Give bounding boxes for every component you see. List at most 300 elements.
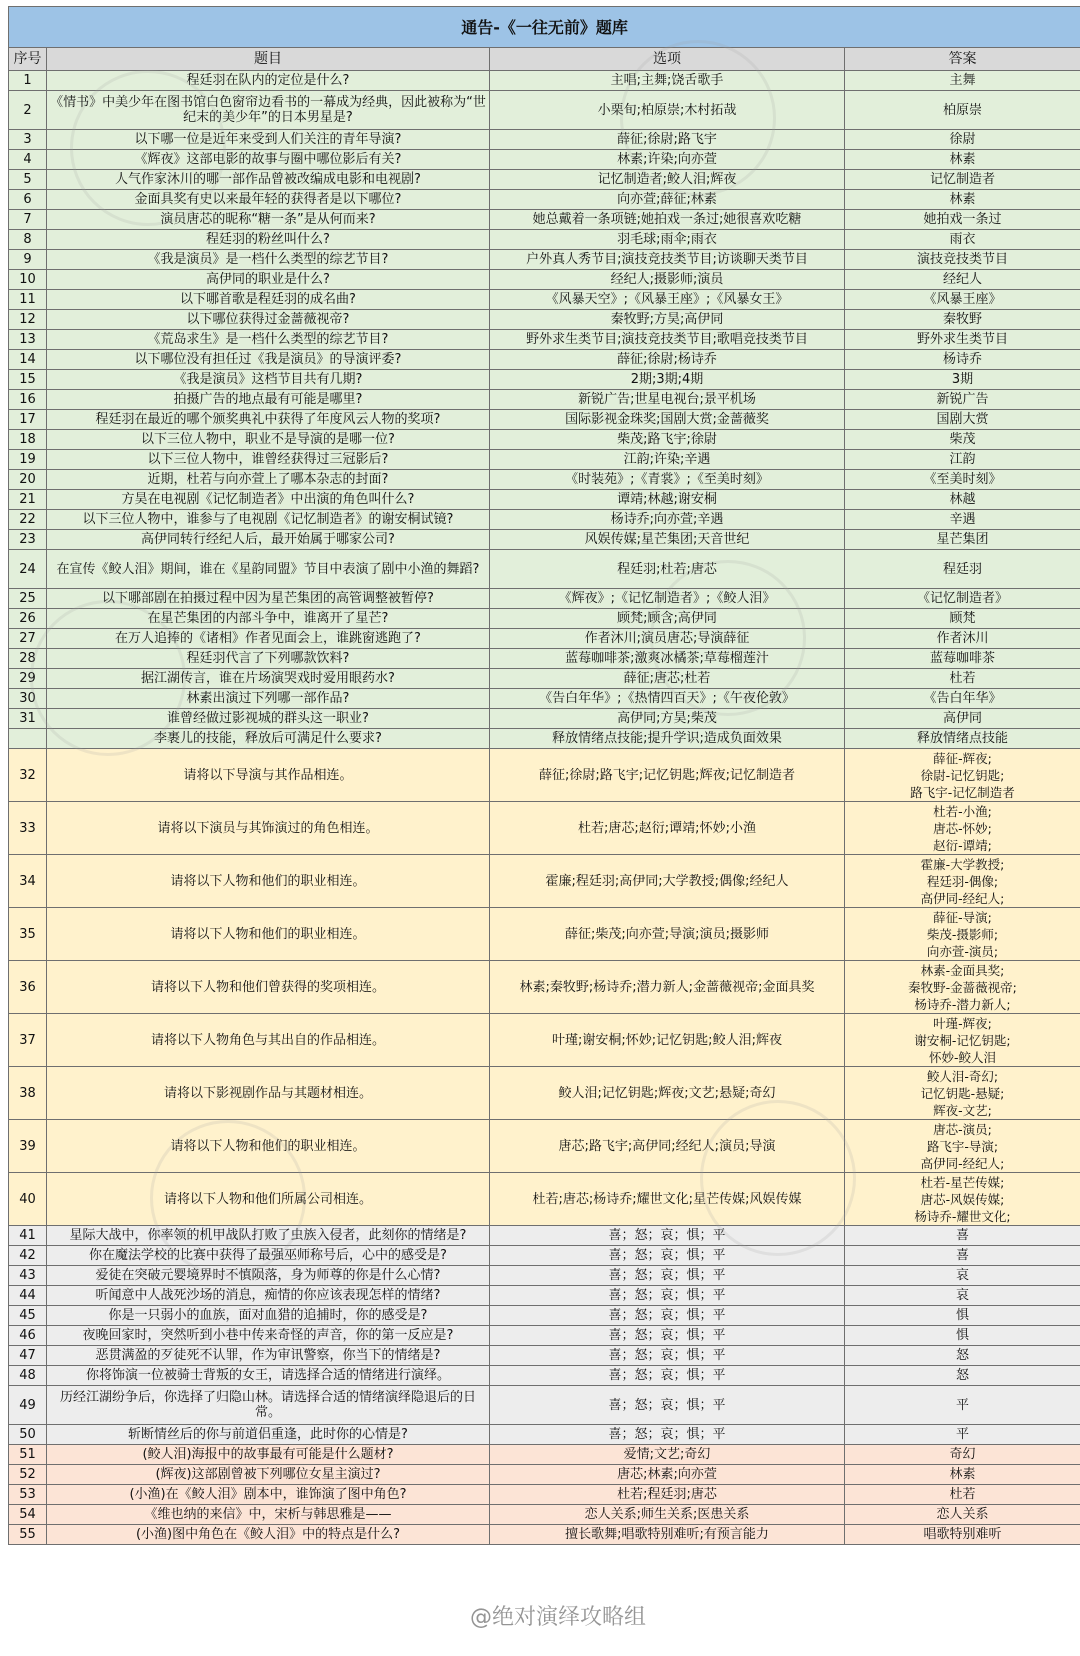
row-index: 41 (9, 1226, 47, 1246)
options-cell: 《辉夜》;《记忆制造者》;《鲛人泪》 (490, 589, 845, 609)
table-row (9, 729, 1080, 749)
row-index: 43 (9, 1266, 47, 1286)
table-row (9, 310, 1080, 330)
answer-cell: 主舞 (845, 71, 1080, 91)
answer-line: 徐尉-记忆钥匙; (920, 767, 1005, 783)
header-index: 序号 (9, 48, 47, 71)
answer-line: 霍廉-大学教授; (920, 856, 1005, 872)
answer-cell (845, 1067, 1080, 1120)
table-row (9, 669, 1080, 689)
answer-cell: 林素 (845, 150, 1080, 170)
question-cell: 金面具奖有史以来最年轻的获得者是以下哪位? (47, 190, 490, 210)
table-row (9, 450, 1080, 470)
row-index: 16 (9, 390, 47, 410)
options-cell: 记忆制造者;鲛人泪;辉夜 (490, 170, 845, 190)
answer-cell (845, 1173, 1080, 1226)
answer-cell: 新锐广告 (845, 390, 1080, 410)
answer-line: 高伊同-经纪人; (920, 1155, 1005, 1171)
answer-cell: 蓝莓咖啡茶 (845, 649, 1080, 669)
options-cell: 叶瑾;谢安桐;怀妙;记忆钥匙;鲛人泪;辉夜 (490, 1014, 845, 1067)
table-row (9, 689, 1080, 709)
row-index: 4 (9, 150, 47, 170)
question-cell: 历经江湖纷争后，你选择了归隐山林。请选择合适的情绪演绎隐退后的日常。 (47, 1386, 490, 1425)
row-index: 54 (9, 1505, 47, 1525)
options-cell: 程廷羽;杜若;唐芯 (490, 550, 845, 589)
question-cell: 《情书》中美少年在图书馆白色窗帘边看书的一幕成为经典，因此被称为“世纪末的美少年”的日本男星是? (47, 91, 490, 130)
table-row (9, 1226, 1080, 1246)
answer-cell: 惧 (845, 1326, 1080, 1346)
table-row (9, 1485, 1080, 1505)
answer-cell (845, 961, 1080, 1014)
table-row (9, 1067, 1080, 1120)
row-index: 19 (9, 450, 47, 470)
answer-cell: 作者沐川 (845, 629, 1080, 649)
table-row (9, 350, 1080, 370)
answer-cell: 《风暴王座》 (845, 290, 1080, 310)
row-index: 32 (9, 749, 47, 802)
row-index: 33 (9, 802, 47, 855)
table-row (9, 1306, 1080, 1326)
answer-line: 怀妙-鲛人泪 (929, 1049, 997, 1065)
question-cell: 近期，杜若与向亦萱上了哪本杂志的封面? (47, 470, 490, 490)
answer-line: 林素-金面具奖; (920, 962, 1005, 978)
question-cell: 程廷羽代言了下列哪款饮料? (47, 649, 490, 669)
answer-cell (845, 802, 1080, 855)
table-row (9, 250, 1080, 270)
table-row (9, 1266, 1080, 1286)
table-row (9, 550, 1080, 589)
row-index: 2 (9, 91, 47, 130)
options-cell: 喜；怒；哀；惧；平 (490, 1286, 845, 1306)
row-index: 20 (9, 470, 47, 490)
question-cell: 以下三位人物中，职业不是导演的是哪一位? (47, 430, 490, 450)
row-index: 25 (9, 589, 47, 609)
row-index: 51 (9, 1445, 47, 1465)
table-row (9, 908, 1080, 961)
question-cell: 星际大战中，你率领的机甲战队打败了虫族入侵者，此刻你的情绪是? (47, 1226, 490, 1246)
header-options: 选项 (490, 48, 845, 71)
answer-cell: 唱歌特别难听 (845, 1525, 1080, 1545)
options-cell: 擅长歌舞;唱歌特别难听;有预言能力 (490, 1525, 845, 1545)
options-cell: 经纪人;摄影师;演员 (490, 270, 845, 290)
table-row (9, 1246, 1080, 1266)
answer-cell: 雨衣 (845, 230, 1080, 250)
row-index: 35 (9, 908, 47, 961)
options-cell: 高伊同;方昊;柴茂 (490, 709, 845, 729)
answer-line: 杨诗乔-耀世文化; (914, 1208, 1011, 1224)
options-cell: 风娱传媒;星芒集团;天音世纪 (490, 530, 845, 550)
options-cell: 秦牧野;方昊;高伊同 (490, 310, 845, 330)
answer-line: 唐芯-怀妙; (933, 820, 992, 836)
sheet-title: 通告-《一往无前》题库 (9, 7, 1080, 48)
question-cell: (小渔)图中角色在《鲛人泪》中的特点是什么? (47, 1525, 490, 1545)
row-index: 1 (9, 71, 47, 91)
table-row (9, 1366, 1080, 1386)
question-cell: 爱徒在突破元婴境界时不慎陨落，身为师尊的你是什么心情? (47, 1266, 490, 1286)
table-row (9, 1326, 1080, 1346)
table-row (9, 510, 1080, 530)
row-index: 8 (9, 230, 47, 250)
question-cell: 《我是演员》是一档什么类型的综艺节目? (47, 250, 490, 270)
options-cell: 向亦萱;薛征;林素 (490, 190, 845, 210)
answer-cell: 杜若 (845, 1485, 1080, 1505)
answer-cell: 辛遇 (845, 510, 1080, 530)
options-cell: 2期;3期;4期 (490, 370, 845, 390)
row-index: 39 (9, 1120, 47, 1173)
row-index: 5 (9, 170, 47, 190)
row-index: 48 (9, 1366, 47, 1386)
question-cell: 以下哪位获得过金蔷薇视帝? (47, 310, 490, 330)
row-index: 22 (9, 510, 47, 530)
question-cell: 夜晚回家时，突然听到小巷中传来奇怪的声音，你的第一反应是? (47, 1326, 490, 1346)
table-body (9, 71, 1080, 1545)
answer-line: 高伊同-经纪人; (920, 890, 1005, 906)
question-cell: 《辉夜》这部电影的故事与圈中哪位影后有关? (47, 150, 490, 170)
table-row (9, 1505, 1080, 1525)
row-index: 7 (9, 210, 47, 230)
options-cell: 喜；怒；哀；惧；平 (490, 1306, 845, 1326)
answer-line: 唐芯-风娱传媒; (920, 1191, 1005, 1207)
header-question: 题目 (47, 48, 490, 71)
row-index: 17 (9, 410, 47, 430)
table-row (9, 1425, 1080, 1445)
table-row (9, 390, 1080, 410)
table-row (9, 470, 1080, 490)
answer-cell: 杜若 (845, 669, 1080, 689)
question-cell: 拍摄广告的地点最有可能是哪里? (47, 390, 490, 410)
question-cell: 在万人追捧的《诸相》作者见面会上，谁跳窗逃跑了? (47, 629, 490, 649)
answer-cell: 演技竞技类节目 (845, 250, 1080, 270)
answer-line: 路飞宇-记忆制造者 (910, 784, 1015, 800)
answer-cell: 记忆制造者 (845, 170, 1080, 190)
row-index: 28 (9, 649, 47, 669)
question-cell: 据江湖传言，谁在片场演哭戏时爱用眼药水? (47, 669, 490, 689)
question-cell: 程廷羽在最近的哪个颁奖典礼中获得了年度风云人物的奖项? (47, 410, 490, 430)
question-cell: 请将以下人物和他们的职业相连。 (47, 908, 490, 961)
answer-cell: 林素 (845, 1465, 1080, 1485)
answer-cell: 惧 (845, 1306, 1080, 1326)
options-cell: 鲛人泪;记忆钥匙;辉夜;文艺;悬疑;奇幻 (490, 1067, 845, 1120)
row-index: 21 (9, 490, 47, 510)
row-index: 11 (9, 290, 47, 310)
question-cell: 演员唐芯的昵称“糖一条”是从何而来? (47, 210, 490, 230)
options-cell: 释放情绪点技能;提升学识;造成负面效果 (490, 729, 845, 749)
answer-line: 柴茂-摄影师; (926, 926, 999, 942)
question-cell: 恶贯满盈的歹徒死不认罪，作为审讯警察，你当下的情绪是? (47, 1346, 490, 1366)
answer-cell: 她拍戏一条过 (845, 210, 1080, 230)
question-cell: (鲛人泪)海报中的故事最有可能是什么题材? (47, 1445, 490, 1465)
options-cell: 蓝莓咖啡茶;激爽冰橘茶;草莓榴莲汁 (490, 649, 845, 669)
row-index: 18 (9, 430, 47, 450)
table-row (9, 330, 1080, 350)
row-index: 50 (9, 1425, 47, 1445)
table-row (9, 270, 1080, 290)
question-cell: 以下三位人物中，谁曾经获得过三冠影后? (47, 450, 490, 470)
table-row (9, 1286, 1080, 1306)
question-cell: 请将以下人物和他们所属公司相连。 (47, 1173, 490, 1226)
row-index: 52 (9, 1465, 47, 1485)
question-cell: 李裹儿的技能，释放后可满足什么要求? (47, 729, 490, 749)
options-cell: 户外真人秀节目;演技竞技类节目;访谈聊天类节目 (490, 250, 845, 270)
table-row (9, 230, 1080, 250)
question-cell: 林素出演过下列哪一部作品? (47, 689, 490, 709)
row-index: 37 (9, 1014, 47, 1067)
answer-cell: 哀 (845, 1286, 1080, 1306)
answer-cell: 哀 (845, 1266, 1080, 1286)
row-index (9, 729, 47, 749)
table-row (9, 1525, 1080, 1545)
table-row (9, 1120, 1080, 1173)
options-cell: 杨诗乔;向亦萱;辛遇 (490, 510, 845, 530)
answer-cell: 经纪人 (845, 270, 1080, 290)
question-cell: 人气作家沐川的哪一部作品曾被改编成电影和电视剧? (47, 170, 490, 190)
options-cell: 羽毛球;雨伞;雨衣 (490, 230, 845, 250)
row-index: 12 (9, 310, 47, 330)
row-index: 40 (9, 1173, 47, 1226)
question-cell: 高伊同的职业是什么? (47, 270, 490, 290)
answer-line: 薛征-导演; (933, 909, 992, 925)
options-cell: 薛征;徐尉;杨诗乔 (490, 350, 845, 370)
options-cell: 野外求生类节目;演技竞技类节目;歌唱竞技类节目 (490, 330, 845, 350)
row-index: 6 (9, 190, 47, 210)
row-index: 31 (9, 709, 47, 729)
answer-cell: 释放情绪点技能 (845, 729, 1080, 749)
question-cell: 以下三位人物中，谁参与了电视剧《记忆制造者》的谢安桐试镜? (47, 510, 490, 530)
question-cell: 程廷羽的粉丝叫什么? (47, 230, 490, 250)
options-cell: 新锐广告;世星电视台;景平机场 (490, 390, 845, 410)
question-cell: 斩断情丝后的你与前道侣重逢，此时你的心情是? (47, 1425, 490, 1445)
question-cell: (小渔)在《鲛人泪》剧本中，谁饰演了图中角色? (47, 1485, 490, 1505)
question-cell: 请将以下演员与其饰演过的角色相连。 (47, 802, 490, 855)
question-cell: 程廷羽在队内的定位是什么? (47, 71, 490, 91)
answer-cell: 3期 (845, 370, 1080, 390)
options-cell: 顾梵;顾含;高伊同 (490, 609, 845, 629)
table-row (9, 210, 1080, 230)
options-cell: 她总戴着一条项链;她拍戏一条过;她很喜欢吃糖 (490, 210, 845, 230)
table-row (9, 530, 1080, 550)
answer-line: 秦牧野-金蔷薇视帝; (908, 979, 1017, 995)
answer-cell (845, 1014, 1080, 1067)
options-cell: 恋人关系;师生关系;医患关系 (490, 1505, 845, 1525)
question-cell: 《我是演员》这档节目共有几期? (47, 370, 490, 390)
answer-cell (845, 855, 1080, 908)
row-index: 26 (9, 609, 47, 629)
options-cell: 国际影视金珠奖;国剧大赏;金蔷薇奖 (490, 410, 845, 430)
question-cell: 请将以下人物和他们曾获得的奖项相连。 (47, 961, 490, 1014)
row-index: 36 (9, 961, 47, 1014)
options-cell: 喜；怒；哀；惧；平 (490, 1246, 845, 1266)
answer-cell: 喜 (845, 1226, 1080, 1246)
question-cell: 请将以下人物角色与其出自的作品相连。 (47, 1014, 490, 1067)
options-cell: 喜；怒；哀；惧；平 (490, 1346, 845, 1366)
table-row (9, 190, 1080, 210)
row-index: 13 (9, 330, 47, 350)
table-row (9, 749, 1080, 802)
options-cell: 喜；怒；哀；惧；平 (490, 1366, 845, 1386)
question-cell: 你在魔法学校的比赛中获得了最强巫师称号后，心中的感受是? (47, 1246, 490, 1266)
table-row (9, 802, 1080, 855)
question-cell: 请将以下影视剧作品与其题材相连。 (47, 1067, 490, 1120)
row-index: 9 (9, 250, 47, 270)
answer-cell: 《至美时刻》 (845, 470, 1080, 490)
table-row (9, 629, 1080, 649)
table-row (9, 410, 1080, 430)
question-cell: 谁曾经做过影视城的群头这一职业? (47, 709, 490, 729)
answer-line: 薛征-辉夜; (933, 750, 992, 766)
answer-line: 杜若-小渔; (933, 803, 992, 819)
options-cell: 《风暴天空》;《风暴王座》;《风暴女王》 (490, 290, 845, 310)
options-cell: 林素;秦牧野;杨诗乔;潜力新人;金蔷薇视帝;金面具奖 (490, 961, 845, 1014)
options-cell: 作者沐川;演员唐芯;导演薛征 (490, 629, 845, 649)
answer-cell: 徐尉 (845, 130, 1080, 150)
options-cell: 杜若;程廷羽;唐芯 (490, 1485, 845, 1505)
question-cell: 以下哪部剧在拍摄过程中因为星芒集团的高管调整被暂停? (47, 589, 490, 609)
options-cell: 杜若;唐芯;杨诗乔;耀世文化;星芒传媒;风娱传媒 (490, 1173, 845, 1226)
answer-cell: 怒 (845, 1346, 1080, 1366)
options-cell: 爱情;文艺;奇幻 (490, 1445, 845, 1465)
table-row (9, 649, 1080, 669)
answer-cell: 野外求生类节目 (845, 330, 1080, 350)
table-row (9, 91, 1080, 130)
question-cell: 以下哪首歌是程廷羽的成名曲? (47, 290, 490, 310)
answer-line: 程廷羽-偶像; (926, 873, 999, 889)
options-cell: 薛征;徐尉;路飞宇;记忆钥匙;辉夜;记忆制造者 (490, 749, 845, 802)
row-index: 14 (9, 350, 47, 370)
question-cell: 请将以下人物和他们的职业相连。 (47, 855, 490, 908)
question-cell: 以下哪一位是近年来受到人们关注的青年导演? (47, 130, 490, 150)
row-index: 49 (9, 1386, 47, 1425)
answer-line: 记忆钥匙-悬疑; (920, 1085, 1005, 1101)
options-cell: 喜；怒；哀；惧；平 (490, 1326, 845, 1346)
table-row (9, 1014, 1080, 1067)
table-row (9, 370, 1080, 390)
row-index: 27 (9, 629, 47, 649)
answer-cell: 顾梵 (845, 609, 1080, 629)
question-cell: 请将以下人物和他们的职业相连。 (47, 1120, 490, 1173)
options-cell: 主唱;主舞;饶舌歌手 (490, 71, 845, 91)
answer-line: 杜若-星芒传媒; (920, 1174, 1005, 1190)
options-cell: 薛征;唐芯;杜若 (490, 669, 845, 689)
row-index: 55 (9, 1525, 47, 1545)
answer-line: 赵衍-谭靖; (933, 837, 992, 853)
question-cell: 以下哪位没有担任过《我是演员》的导演评委? (47, 350, 490, 370)
answer-cell (845, 1120, 1080, 1173)
options-cell: 喜；怒；哀；惧；平 (490, 1386, 845, 1425)
table-row (9, 71, 1080, 91)
row-index: 46 (9, 1326, 47, 1346)
options-cell: 薛征;柴茂;向亦萱;导演;演员;摄影师 (490, 908, 845, 961)
options-cell: 薛征;徐尉;路飞宇 (490, 130, 845, 150)
options-cell: 唐芯;路飞宇;高伊同;经纪人;演员;导演 (490, 1120, 845, 1173)
answer-cell: 秦牧野 (845, 310, 1080, 330)
answer-cell: 柏原崇 (845, 91, 1080, 130)
answer-cell: 国剧大赏 (845, 410, 1080, 430)
options-cell: 唐芯;林素;向亦萱 (490, 1465, 845, 1485)
answer-cell: 柴茂 (845, 430, 1080, 450)
table-row (9, 1173, 1080, 1226)
options-cell: 柴茂;路飞宇;徐尉 (490, 430, 845, 450)
row-index: 45 (9, 1306, 47, 1326)
answer-line: 唐芯-演员; (933, 1121, 992, 1137)
question-cell: 《维也纳的来信》中，宋析与韩思雅是—— (47, 1505, 490, 1525)
question-cell: 请将以下导演与其作品相连。 (47, 749, 490, 802)
answer-cell: 林素 (845, 190, 1080, 210)
options-cell: 小栗旬;柏原崇;木村拓哉 (490, 91, 845, 130)
table-row (9, 709, 1080, 729)
row-index: 44 (9, 1286, 47, 1306)
answer-cell: 江韵 (845, 450, 1080, 470)
answer-line: 叶瑾-辉夜; (933, 1015, 992, 1031)
options-cell: 喜；怒；哀；惧；平 (490, 1425, 845, 1445)
row-index: 30 (9, 689, 47, 709)
options-cell: 林素;许染;向亦萱 (490, 150, 845, 170)
question-cell: 在宣传《鲛人泪》期间，谁在《星韵同盟》节目中表演了剧中小渔的舞蹈? (47, 550, 490, 589)
question-cell: 高伊同转行经纪人后，最开始属于哪家公司? (47, 530, 490, 550)
answer-cell: 林越 (845, 490, 1080, 510)
table-row (9, 589, 1080, 609)
answer-line: 路飞宇-导演; (926, 1138, 999, 1154)
row-index: 3 (9, 130, 47, 150)
row-index: 23 (9, 530, 47, 550)
question-bank-table (8, 6, 1080, 1545)
options-cell: 喜；怒；哀；惧；平 (490, 1226, 845, 1246)
question-cell: 方昊在电视剧《记忆制造者》中出演的角色叫什么? (47, 490, 490, 510)
question-cell: 在星芒集团的内部斗争中，谁离开了星芒? (47, 609, 490, 629)
answer-line: 谢安桐-记忆钥匙; (914, 1032, 1011, 1048)
row-index: 34 (9, 855, 47, 908)
answer-line: 鲛人泪-奇幻; (926, 1068, 999, 1084)
answer-cell: 程廷羽 (845, 550, 1080, 589)
table-row (9, 170, 1080, 190)
answer-line: 辉夜-文艺; (933, 1102, 992, 1118)
options-cell: 喜；怒；哀；惧；平 (490, 1266, 845, 1286)
answer-cell: 高伊同 (845, 709, 1080, 729)
answer-cell: 奇幻 (845, 1445, 1080, 1465)
options-cell: 杜若;唐芯;赵衍;谭靖;怀妙;小渔 (490, 802, 845, 855)
answer-cell: 杨诗乔 (845, 350, 1080, 370)
table-row (9, 1346, 1080, 1366)
answer-line: 杨诗乔-潜力新人; (914, 996, 1011, 1012)
answer-cell (845, 749, 1080, 802)
table-row (9, 1445, 1080, 1465)
table-row (9, 609, 1080, 629)
table-row (9, 1386, 1080, 1425)
answer-cell: 平 (845, 1425, 1080, 1445)
row-index: 47 (9, 1346, 47, 1366)
row-index: 15 (9, 370, 47, 390)
answer-line: 向亦萱-演员; (926, 943, 999, 959)
options-cell: 霍廉;程廷羽;高伊同;大学教授;偶像;经纪人 (490, 855, 845, 908)
table-row (9, 430, 1080, 450)
row-index: 24 (9, 550, 47, 589)
row-index: 53 (9, 1485, 47, 1505)
question-cell: 你是一只弱小的血族，面对血猎的追捕时，你的感受是? (47, 1306, 490, 1326)
header-answer: 答案 (845, 48, 1080, 71)
question-cell: 你将饰演一位被骑士背叛的女王，请选择合适的情绪进行演绎。 (47, 1366, 490, 1386)
question-cell: 听闻意中人战死沙场的消息，痴情的你应该表现怎样的情绪? (47, 1286, 490, 1306)
table-row (9, 290, 1080, 310)
question-cell: 《荒岛求生》是一档什么类型的综艺节目? (47, 330, 490, 350)
options-cell: 谭靖;林越;谢安桐 (490, 490, 845, 510)
answer-cell: 《告白年华》 (845, 689, 1080, 709)
answer-cell: 《记忆制造者》 (845, 589, 1080, 609)
answer-cell: 恋人关系 (845, 1505, 1080, 1525)
table-row (9, 130, 1080, 150)
row-index: 29 (9, 669, 47, 689)
options-cell: 《告白年华》;《热情四百天》;《午夜伦敦》 (490, 689, 845, 709)
question-cell: (辉夜)这部剧曾被下列哪位女星主演过? (47, 1465, 490, 1485)
answer-cell: 怒 (845, 1366, 1080, 1386)
